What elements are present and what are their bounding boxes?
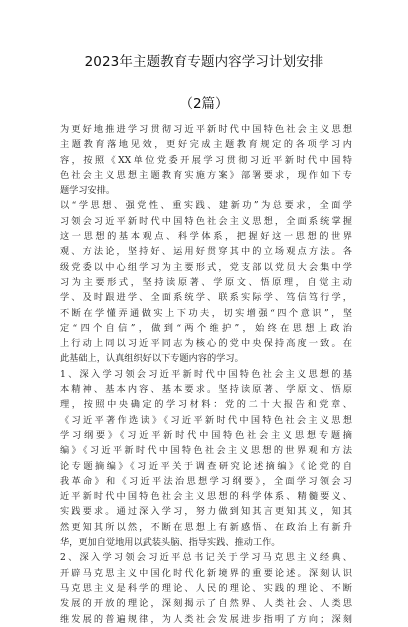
body-text-line: 《习近平著作选读》《习近平新时代中国特色社会主义思想 [60,414,352,426]
body-text-line: 题学习安排。 [60,185,116,197]
body-text-line: 论专题摘编》《习近平关于调查研究论述摘编》《论党的自 [60,460,352,472]
body-text-line: 观、方法论，坚持好、运用好贯穿其中的立场观点方法。各 [60,246,352,258]
body-text-line: 开辟马克思主义中国化时代化新境界的重要论述。深刻认识 [60,567,352,579]
body-text-line: 学习纲要》《习近平新时代中国特色社会主义思想专题摘 [60,429,352,441]
body-text-line: 容，按照《XX单位党委开展学习贯彻习近平新时代中国特 [60,154,352,166]
body-text-line: 这一思想的基本观点、科学体系，把握好这一思想的世界 [60,231,352,243]
body-text-line: 习领会习近平新时代中国特色社会主义思想，全面系统掌握 [60,215,352,227]
body-text-line: 以“学思想、强党性、重实践、建新功”为总要求，全面学 [60,200,352,212]
body-text-line: 上行动上同以习近平同志为核心的党中央保持高度一致。在 [60,338,352,350]
body-text-line: 马克思主义是科学的理论、人民的理论、实践的理论、不断 [60,582,352,594]
body-text-line: 习为主要形式，坚持读原著、学原文、悟原理，自觉主动 [60,276,352,288]
body-text-line: 近平新时代中国特色社会主义思想的科学体系、精髓要义、 [60,491,352,503]
body-text-line: 主题教育落地见效，更好完成主题教育规定的各项学习内 [60,139,352,151]
body-text-line: 色社会主义思想主题教育实施方案》部署要求，现作如下专 [60,169,352,181]
body-text-line: 华，更加自觉地用以武装头脑、指导实践、推动工作。 [60,537,281,549]
body-text-line: 为更好地推进学习贯彻习近平新时代中国特色社会主义思想 [60,124,352,135]
body-text-line: 维发展的普遍规律，为人类社会发展进步指明了方向；深刻 [60,613,352,625]
body-text-line: 2、深入学习领会习近平总书记关于学习马克思主义经典、 [60,552,352,564]
document-title: 2023年主题教育专题内容学习计划安排 [84,54,324,70]
body-text-line: 然更知其所以然，不断在思想上有新感悟、在政治上有新升 [60,521,352,533]
body-text-line: 理，按照中央确定的学习材料：党的二十大报告和党章、 [60,399,352,411]
body-text-line: 1、深入学习领会习近平新时代中国特色社会主义思想的基 [60,368,352,380]
body-text-line: 学、及时跟进学、全面系统学、联系实际学、笃信笃行学， [60,292,352,304]
body-text-line: 发展的开放的理论，深刻揭示了自然界、人类社会、人类思 [60,598,352,610]
body-text-line: 此基础上，认真组织好以下专题内容的学习。 [60,353,244,365]
body-text-line: 不断在学懂弄通做实上下功夫，切实增强“四个意识”，坚 [60,307,352,319]
document-body [60,122,352,627]
document-subtitle: （2篇） [179,96,229,112]
body-text-line: 级党委以中心组学习为主要形式，党支部以党员大会集中学 [60,261,352,273]
body-text-line: 实践要求。通过深入学习，努力做到知其言更知其义，知其 [60,506,352,518]
body-text-line: 本精神、基本内容、基本要求。坚持读原著、学原文、悟原 [60,384,352,396]
body-text-line: 定“四个自信”，做到“两个维护”，始终在思想上政治 [60,322,352,334]
body-text-line: 编》《习近平新时代中国特色社会主义思想的世界观和方法 [60,445,352,457]
body-text-line: 我革命》和《习近平法治思想学习纲要》，全面学习领会习 [60,475,352,487]
